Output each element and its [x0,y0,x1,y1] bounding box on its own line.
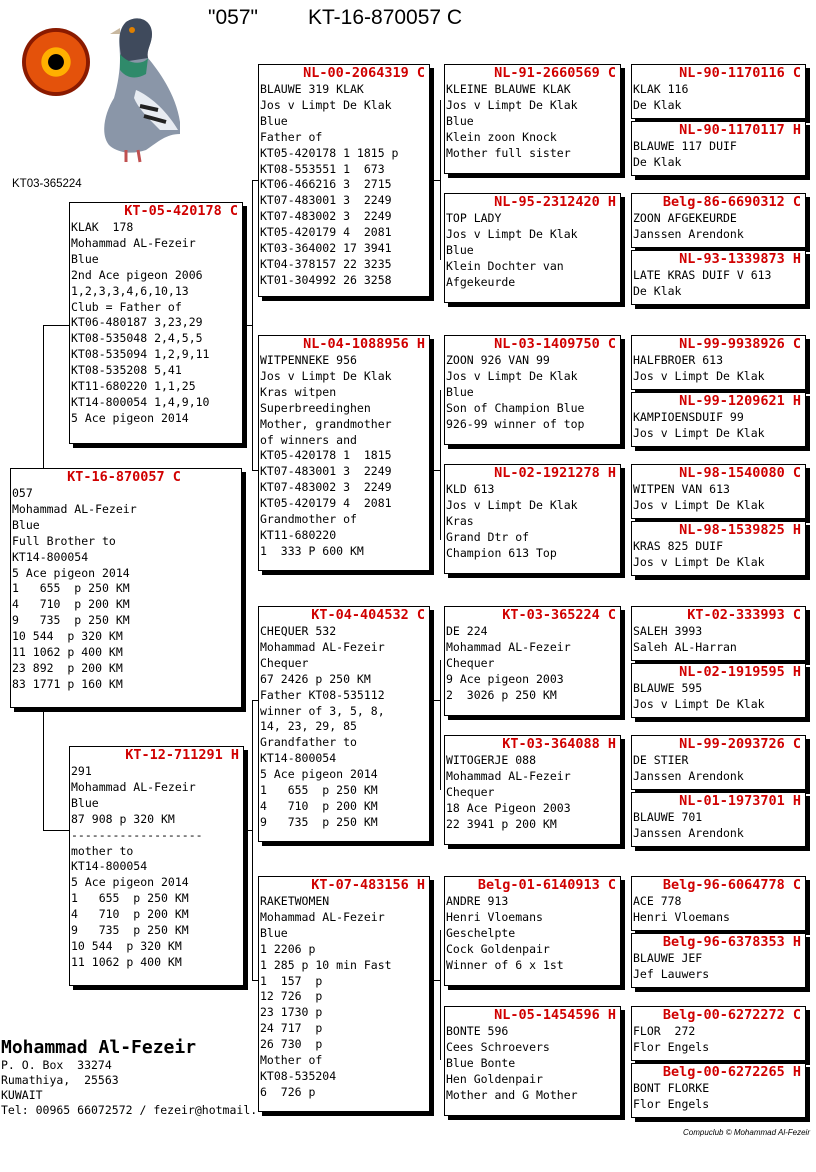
sds-box [444,335,621,445]
pigeon-eye-icon [22,28,90,96]
ring-number: NL-90-1170116 C [679,65,801,81]
gen5-box [631,663,806,718]
ring-number: KT-07-483156 H [311,877,425,893]
gen5-box [631,735,806,790]
ring-number: KT-02-333993 C [687,607,801,623]
pigeon-details: KLAK 116 De Klak [633,82,689,112]
pigeon-name: "057" [208,6,258,29]
ring-number: NL-90-1170117 H [679,122,801,138]
pigeon-details: KLEINE BLAUWE KLAK Jos v Limpt De Klak Blue Klein zoon Knock Mother full sister [446,82,578,160]
ring-number: Belg-00-6272272 C [662,1007,801,1023]
pigeon-details: KAMPIOENSDUIF 99 Jos v Limpt De Klak [633,410,765,440]
pigeon-details: WITPENNEKE 956 Jos v Limpt De Klak Kras witpen Superbreedinghen Mother, grandmother of winners and KT05-420178 1 1815 KT07-483001 3 2249 KT07-483002 3 2249 KT05-420179 4 2081 Grandmother of KT11-680220 1 333 P 600 KM [260,353,392,558]
ssd-box [444,193,621,303]
ddd-box [444,1006,621,1116]
pigeon-details: ZOON 926 VAN 99 Jos v Limpt De Klak Blue Son of Champion Blue 926-99 winner of top [446,353,585,431]
gen5-box [631,792,806,847]
gen5-box [631,521,806,576]
sss-box [444,64,621,174]
owner-name: Mohammad Al-Fezeir [1,1037,197,1058]
ring-number: NL-05-1454596 H [494,1007,616,1023]
ring-number: KT-12-711291 H [125,747,239,763]
gen5-box [631,392,806,447]
pigeon-details: BLAUWE 595 Jos v Limpt De Klak [633,681,765,711]
dds-box [444,876,621,986]
pigeon-details: 057 Mohammad AL-Fezeir Blue Full Brother to KT14-800054 5 Ace pigeon 2014 1 655 p 250 KM 4 710 p 200 KM 9 735 p 250 KM 10 544 p 320 KM 11 1062 p 400 KM 23 892 p 200 KM 83 1771 p 160 KM [12,486,137,691]
owner-address: P. O. Box 33274 Rumathiya, 25563 KUWAIT Tel: 00965 66072572 / fezeir@hotmail. [1,1058,258,1117]
gen5-box [631,250,806,305]
ring-number: KT-04-404532 C [311,607,425,623]
pigeon-details: LATE KRAS DUIF V 613 De Klak [633,268,772,298]
pigeon-details: BLAUWE 117 DUIF De Klak [633,139,737,169]
ring-number: NL-02-1919595 H [679,664,801,680]
photo-caption: KT03-365224 [12,178,82,190]
pigeon-details: WITPEN VAN 613 Jos v Limpt De Klak [633,482,765,512]
gen5-box [631,335,806,390]
sdd-box [444,464,621,574]
ring-number: Belg-86-6690312 C [662,194,801,210]
dam-box [69,746,244,986]
pigeon-ring-number: KT-16-870057 C [308,6,463,29]
pigeon-details: KLAK 178 Mohammad AL-Fezeir Blue 2nd Ace pigeon 2006 1,2,3,3,4,6,10,13 Club = Father of KT06-480187 3,23,29 KT08-535048 2,4,5,5 KT08-535094 1,2,9,11 KT08-535208 5,41 KT11-680220 1,1,25 KT14-800054 1,4,9,10 5 Ace pigeon 2014 [71,220,210,425]
subject-box [10,468,242,708]
gen5-box [631,606,806,661]
pigeon-details: ANDRE 913 Henri Vloemans Geschelpte Cock Goldenpair Winner of 6 x 1st [446,894,564,972]
ring-number: NL-99-2093726 C [679,736,801,752]
ring-number: NL-98-1539825 H [679,522,801,538]
pigeon-details: BONT FLORKE Flor Engels [633,1081,710,1111]
sire-sire-box [258,64,430,297]
ring-number: NL-99-1209621 H [679,393,801,409]
pigeon-details: CHEQUER 532 Mohammad AL-Fezeir Chequer 67 2426 p 250 KM Father KT08-535112 winner of 3, 5, 8, 14, 23, 29, 85 Grandfather to KT14-800054 5 Ace pigeon 2014 1 655 p 250 KM 4 710 p 200 KM 9 735 p 250 KM [260,624,385,829]
pigeon-details: 291 Mohammad AL-Fezeir Blue 87 908 p 320 KM ------------------- mother to KT14-800054 5 Ace pigeon 2014 1 655 p 250 KM 4 710 p 200 KM 9 735 p 250 KM 10 544 p 320 KM 11 1062 p 400 KM [71,764,203,969]
ring-number: NL-91-2660569 C [494,65,616,81]
pigeon-details: SALEH 3993 Saleh AL-Harran [633,624,737,654]
dam-dam-box [258,876,430,1112]
pigeon-details: HALFBROER 613 Jos v Limpt De Klak [633,353,765,383]
gen5-box [631,1063,806,1118]
pigeon-details: KLD 613 Jos v Limpt De Klak Kras Grand Dtr of Champion 613 Top [446,482,578,560]
gen5-box [631,876,806,931]
pigeon-details: KRAS 825 DUIF Jos v Limpt De Klak [633,539,765,569]
pigeon-details: RAKETWOMEN Mohammad AL-Fezeir Blue 1 2206 p 1 285 p 10 min Fast 1 157 p 12 726 p 23 1730 p 24 717 p 26 730 p Mother of KT08-535204 6 726 p [260,894,392,1099]
pigeon-details: BLAUWE JEF Jef Lauwers [633,951,710,981]
owner-info [1,1038,257,1118]
ring-number: NL-03-1409750 C [494,336,616,352]
ring-number: NL-98-1540080 C [679,465,801,481]
pigeon-details: WITOGERJE 088 Mohammad AL-Fezeir Chequer 18 Ace Pigeon 2003 22 3941 p 200 KM [446,753,571,831]
ring-number: NL-02-1921278 H [494,465,616,481]
dam-sire-box [258,606,430,842]
ring-number: Belg-01-6140913 C [477,877,616,893]
ring-number: Belg-00-6272265 H [662,1064,801,1080]
pigeon-details: ZOON AFGEKEURDE Janssen Arendonk [633,211,744,241]
gen5-box [631,121,806,176]
ring-number: KT-05-420178 C [124,203,238,219]
sire-dam-box [258,335,430,571]
pigeon-details: BLAUWE 701 Janssen Arendonk [633,810,744,840]
ring-number: NL-04-1088956 H [303,336,425,352]
gen5-box [631,64,806,119]
ring-number: NL-00-2064319 C [303,65,425,81]
gen5-box [631,933,806,988]
ring-number: KT-03-364088 H [502,736,616,752]
ring-number: NL-01-1973701 H [679,793,801,809]
sire-box [69,202,243,444]
gen5-box [631,193,806,248]
pigeon-details: ACE 778 Henri Vloemans [633,894,730,924]
ring-number: NL-93-1339873 H [679,251,801,267]
pigeon-details: DE 224 Mohammad AL-Fezeir Chequer 9 Ace pigeon 2003 2 3026 p 250 KM [446,624,571,702]
dsd-box [444,735,621,845]
ring-number: Belg-96-6378353 H [662,934,801,950]
ring-number: KT-03-365224 C [502,607,616,623]
pigeon-details: BLAUWE 319 KLAK Jos v Limpt De Klak Blue Father of KT05-420178 1 1815 p KT08-553551 1 673 KT06-466216 3 2715 KT07-483001 3 2249 KT07-483002 3 2249 KT05-420179 4 2081 KT03-364002 17 3941 KT04-378157 22 3235 KT01-304992 26 3258 [260,82,399,287]
gen5-box [631,1006,806,1061]
gen5-box [631,464,806,519]
ring-number: Belg-96-6064778 C [662,877,801,893]
ring-number: KT-16-870057 C [67,469,181,485]
dss-box [444,606,621,716]
ring-number: NL-95-2312420 H [494,194,616,210]
pigeon-photo-icon [86,14,182,164]
pigeon-details: DE STIER Janssen Arendonk [633,753,744,783]
ring-number: NL-99-9938926 C [679,336,801,352]
footer-credit: Compuclub © Mohammad Al-Fezeir [683,1128,810,1137]
pigeon-details: TOP LADY Jos v Limpt De Klak Blue Klein Dochter van Afgekeurde [446,211,578,289]
pigeon-details: BONTE 596 Cees Schroevers Blue Bonte Hen Goldenpair Mother and G Mother [446,1024,578,1102]
pigeon-details: FLOR 272 Flor Engels [633,1024,710,1054]
